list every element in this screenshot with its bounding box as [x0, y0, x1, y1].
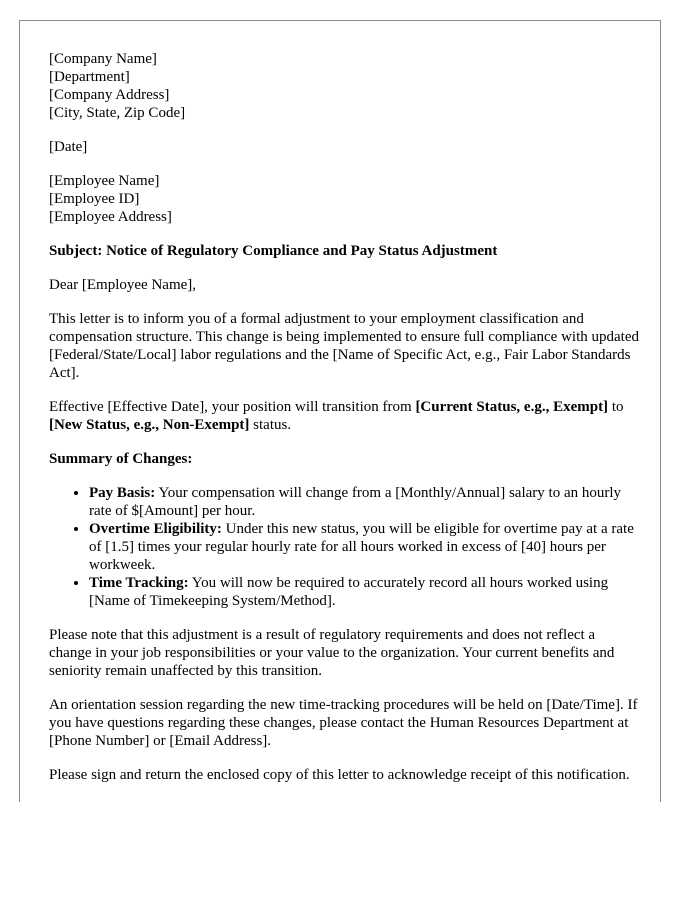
employee-name: [Employee Name] — [49, 173, 160, 189]
note-paragraph: Please note that this adjustment is a result of regulatory requirements and does not reflect a change in your job responsibilities or your value to the organization. Your current benefits and seniority remain unaffected by this transition. — [49, 627, 615, 679]
change-label: Overtime Eligibility: — [89, 521, 222, 537]
salutation: Dear [Employee Name], — [49, 277, 197, 293]
company-name: [Company Name] — [49, 51, 157, 67]
effective-suffix: status. — [249, 417, 292, 433]
changes-list — [49, 484, 639, 610]
change-text: Under this new status, you will be eligible for overtime pay at a rate of [1.5] times your regular hourly rate for all hours worked in excess of [40] hours per workweek. — [89, 521, 634, 573]
letter-page — [19, 20, 661, 802]
company-address-block — [49, 50, 639, 122]
letter-content — [49, 50, 639, 800]
closing-paragraph: Please sign and return the enclosed copy of this letter to acknowledge receipt of this notification. — [49, 767, 630, 783]
orientation-paragraph: An orientation session regarding the new time-tracking procedures will be held on [Date/Time]. If you have questions regarding these changes, please contact the Human Resources Department at [Phone Number] or [Email Address]. — [49, 697, 638, 749]
effective-middle: to — [608, 399, 624, 415]
intro-paragraph: This letter is to inform you of a formal adjustment to your employment classification and compensation structure. This change is being implemented to ensure full compliance with updated [Federal/State/Local] labor regulations and the [Name of Specific Act, e.g., Fair Labor Standards Act]. — [49, 311, 639, 381]
company-city-state-zip: [City, State, Zip Code] — [49, 105, 186, 121]
company-address: [Company Address] — [49, 87, 170, 103]
change-text: Your compensation will change from a [Monthly/Annual] salary to an hourly rate of $[Amount] per hour. — [89, 485, 622, 519]
subject-line: Subject: Notice of Regulatory Compliance and Pay Status Adjustment — [49, 243, 498, 259]
list-item — [89, 484, 639, 520]
employee-address: [Employee Address] — [49, 209, 172, 225]
change-text: You will now be required to accurately record all hours worked using [Name of Timekeeping System/Method]. — [89, 575, 609, 609]
change-label: Pay Basis: — [89, 485, 156, 501]
new-status: [New Status, e.g., Non-Exempt] — [49, 417, 250, 433]
current-status: [Current Status, e.g., Exempt] — [415, 399, 609, 415]
effective-prefix: Effective [Effective Date], your position will transition from — [49, 399, 416, 415]
summary-heading: Summary of Changes: — [49, 451, 193, 467]
effective-paragraph — [49, 398, 639, 434]
change-label: Time Tracking: — [89, 575, 189, 591]
list-item — [89, 520, 639, 574]
letter-date: [Date] — [49, 139, 88, 155]
employee-id: [Employee ID] — [49, 191, 140, 207]
list-item — [89, 574, 639, 610]
department: [Department] — [49, 69, 130, 85]
employee-address-block — [49, 172, 639, 226]
